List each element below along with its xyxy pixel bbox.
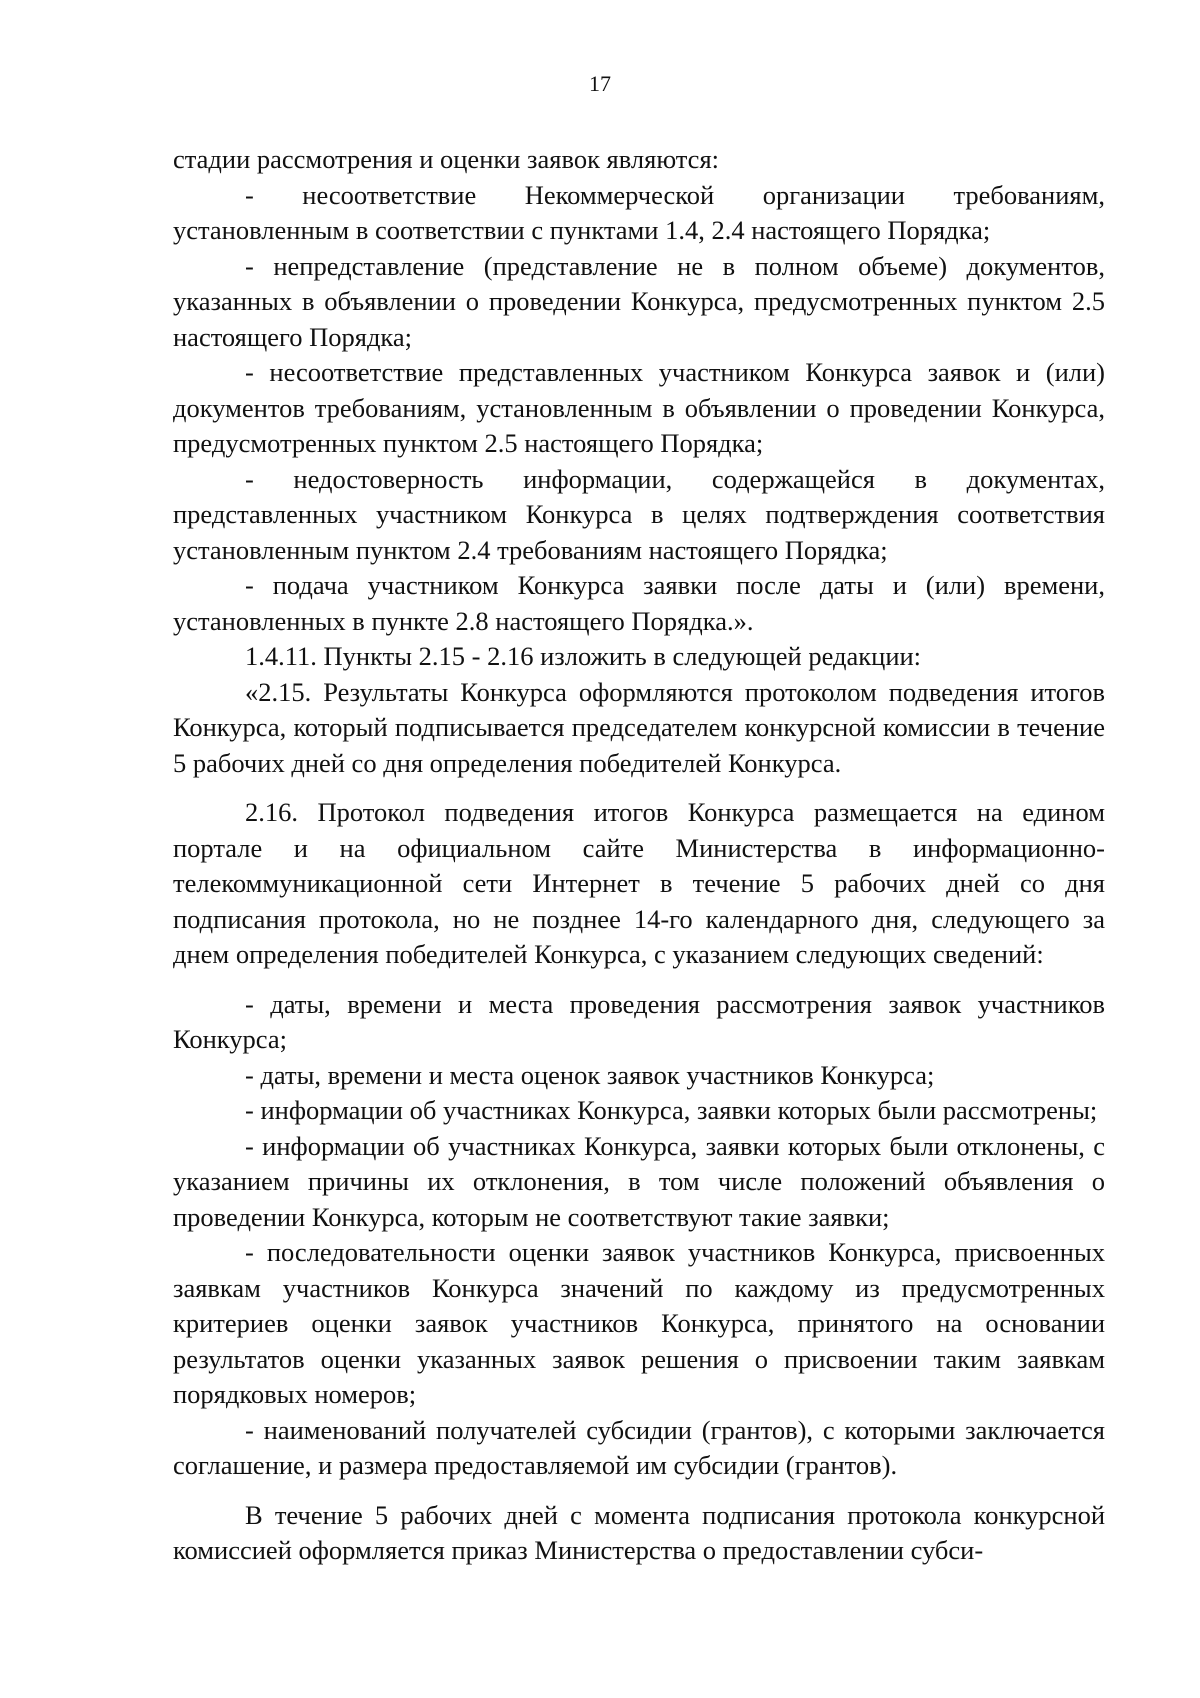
paragraph-list-item: - даты, времени и места оценок заявок участников Конкурса; (245, 1059, 935, 1090)
paragraph-amendment-heading: 1.4.11. Пункты 2.15 - 2.16 изложить в следующей редакции: (245, 641, 922, 671)
paragraph-list-item: - непредставление (представление не в полном объеме) документов, указанных в объявлении о проведении Конкурса, предусмотренных пунктом 2.5 настоящего Порядка; (173, 250, 1105, 352)
paragraph-continuation: стадии рассмотрения и оценки заявок являются: (173, 144, 719, 174)
paragraph-list-item: - информации об участниках Конкурса, заявки которых были отклонены, с указанием причины их отклонения, в том числе положений объявления о проведении Конкурса, которым не соответствуют такие заявки; (173, 1130, 1105, 1232)
paragraph-list-item: - последовательности оценки заявок участников Конкурса, присвоенных заявкам участников Конкурса значений по каждому из предусмотренных критериев оценки заявок участников Конкурса, принятого на основании результатов оценки указанных заявок решения о присвоении таким заявкам порядковых номеров; (173, 1237, 1105, 1409)
paragraph-list-item: - несоответствие Некоммерческой организации требованиям, установленным в соответствии с пунктами 1.4, 2.4 настоящего Порядка; (173, 179, 1105, 245)
paragraph-final: В течение 5 рабочих дней с момента подписания протокола конкурсной комиссией оформляется приказ Министерства о предоставлении субси- (173, 1499, 1105, 1565)
paragraph-list-item: - подача участником Конкурса заявки после даты и (или) времени, установленных в пункте 2.8 настоящего Порядка.». (173, 570, 1105, 636)
paragraph-clause-2-16: 2.16. Протокол подведения итогов Конкурса размещается на едином портале и на официальном сайте Министерства в информационно-телекоммуникационной сети Интернет в течение 5 рабочих дней со дня подписания протокола, но не позднее 14-го календарного дня, следующего за днем определения победителей Конкурса, с указанием следующих сведений: (173, 797, 1105, 969)
paragraph-list-item: - даты, времени и места проведения рассмотрения заявок участников Конкурса; (173, 988, 1105, 1054)
paragraph-clause-2-15: «2.15. Результаты Конкурса оформляются протоколом подведения итогов Конкурса, который подписывается председателем конкурсной комиссии в течение 5 рабочих дней со дня определения победителей Конкурса. (173, 676, 1105, 778)
body-text (173, 142, 1105, 1569)
paragraph-list-item: - информации об участниках Конкурса, заявки которых были рассмотрены; (245, 1095, 1098, 1125)
paragraph-list-item: - недостоверность информации, содержащейся в документах, представленных участником Конкурса в целях подтверждения соответствия установленным пунктом 2.4 требованиям настоящего Порядка; (173, 463, 1105, 565)
paragraph-list-item: - наименований получателей субсидии (грантов), с которыми заключается соглашение, и размера предоставляемой им субсидии (грантов). (173, 1414, 1105, 1480)
page-number: 17 (589, 71, 611, 96)
paragraph-list-item: - несоответствие представленных участником Конкурса заявок и (или) документов требованиям, установленным в объявлении о проведении Конкурса, предусмотренных пунктом 2.5 настоящего Порядка; (173, 357, 1105, 458)
